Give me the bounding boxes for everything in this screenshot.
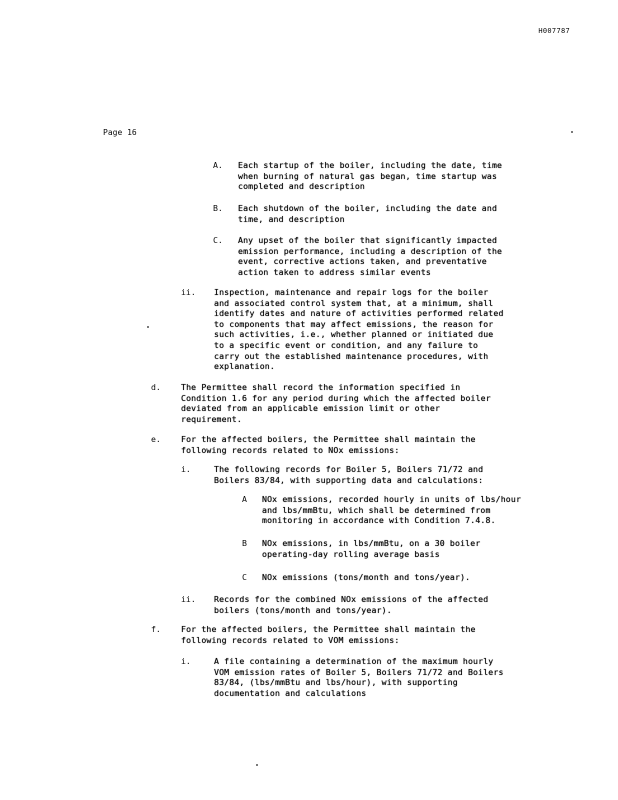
paragraph-line: Records for the combined NOx emissions of the affected bbox=[214, 594, 489, 604]
paragraph-line: Each startup of the boiler, including the date, time bbox=[238, 160, 503, 170]
paragraph-line: The Permittee shall record the information specified in bbox=[181, 382, 461, 392]
scan-speck bbox=[571, 131, 573, 133]
item-marker: i. bbox=[181, 464, 191, 474]
paragraph-line: monitoring in accordance with Condition 7.4.8. bbox=[262, 515, 496, 526]
paragraph-line: and lbs/mmBtu, which shall be determined from bbox=[262, 504, 491, 515]
paragraph-line: NOx emissions, recorded hourly in units of lbs/hour bbox=[262, 494, 522, 504]
paragraph-line: For the affected boilers, the Permittee shall maintain the bbox=[181, 624, 476, 634]
paragraph-line: Any upset of the boiler that significantly impacted bbox=[238, 235, 498, 245]
item-marker: i. bbox=[181, 656, 191, 666]
paragraph-line: when burning of natural gas began, time startup was bbox=[238, 170, 498, 181]
paragraph-line: The following records for Boiler 5, Boilers 71/72 and bbox=[214, 464, 484, 474]
paragraph-line: and associated control system that, at a minimum, shall bbox=[214, 297, 494, 308]
paragraph-line: following records related to VOM emissions: bbox=[181, 634, 400, 645]
paragraph-line: VOM emission rates of Boiler 5, Boilers 71/72 and Boilers bbox=[214, 666, 504, 677]
paragraph-line: documentation and calculations bbox=[214, 687, 367, 698]
paragraph-line: Inspection, maintenance and repair logs for the boiler bbox=[214, 287, 489, 297]
item-marker: f. bbox=[151, 624, 161, 634]
item-marker: C bbox=[242, 572, 247, 582]
item-marker: d. bbox=[151, 382, 161, 392]
paragraph-line: Each shutdown of the boiler, including the date and bbox=[238, 203, 498, 213]
paragraph-line: action taken to address similar events bbox=[238, 266, 432, 277]
paragraph-line: requirement. bbox=[181, 413, 242, 424]
document-id: H007787 bbox=[538, 27, 570, 35]
paragraph-line: NOx emissions, in lbs/mmBtu, on a 30 boiler bbox=[262, 538, 481, 548]
paragraph-line: carry out the established maintenance procedures, with bbox=[214, 350, 489, 361]
item-marker: A. bbox=[213, 160, 223, 170]
paragraph-line: NOx emissions (tons/month and tons/year). bbox=[262, 572, 471, 582]
paragraph-line: identify dates and nature of activities performed related bbox=[214, 308, 504, 319]
paragraph-line: Condition 1.6 for any period during which the affected boiler bbox=[181, 392, 491, 403]
item-marker: A bbox=[242, 494, 247, 504]
page-number: Page 16 bbox=[103, 128, 137, 137]
item-marker: C. bbox=[213, 235, 223, 245]
scan-speck bbox=[256, 764, 258, 766]
item-marker: ii. bbox=[181, 594, 196, 604]
paragraph-line: following records related to NOx emissions: bbox=[181, 444, 400, 455]
paragraph-line: completed and description bbox=[238, 181, 365, 192]
item-marker: e. bbox=[151, 434, 161, 444]
paragraph-line: to a specific event or condition, and any failure to bbox=[214, 340, 479, 350]
paragraph-line: 83/84, (lbs/mmBtu and lbs/hour), with supporting bbox=[214, 677, 458, 688]
paragraph-line: to components that may affect emissions, the reason for bbox=[214, 318, 494, 329]
paragraph-line: time, and description bbox=[238, 213, 345, 224]
scan-speck bbox=[147, 326, 149, 328]
paragraph-line: such activities, i.e., whether planned or initiated due bbox=[214, 329, 494, 340]
paragraph-line: explanation. bbox=[214, 361, 275, 372]
paragraph-line: A file containing a determination of the maximum hourly bbox=[214, 656, 494, 666]
paragraph-line: deviated from an applicable emission limit or other bbox=[181, 403, 441, 414]
paragraph-line: For the affected boilers, the Permittee shall maintain the bbox=[181, 434, 476, 444]
paragraph-line: operating-day rolling average basis bbox=[262, 548, 440, 559]
paragraph-line: emission performance, including a description of the bbox=[238, 245, 503, 256]
paragraph-line: event, corrective actions taken, and preventative bbox=[238, 256, 487, 267]
paragraph-line: Boilers 83/84, with supporting data and calculations: bbox=[214, 474, 484, 485]
item-marker: B bbox=[242, 538, 247, 548]
item-marker: ii. bbox=[181, 287, 196, 297]
paragraph-line: boilers (tons/month and tons/year). bbox=[214, 604, 392, 615]
item-marker: B. bbox=[213, 203, 223, 213]
